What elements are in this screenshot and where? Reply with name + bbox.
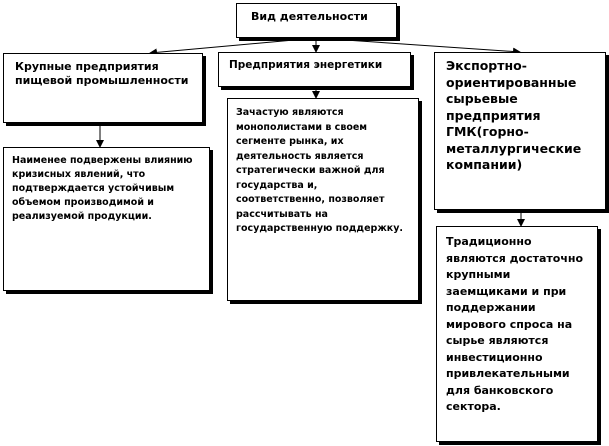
arrow-to-mining	[316, 38, 520, 52]
activity-type-label: Вид деятельности	[251, 10, 368, 23]
activity-type-box	[236, 3, 397, 38]
food-industry-header-box	[3, 53, 203, 123]
food-industry-detail-box	[3, 147, 210, 291]
food-industry-header-label: Крупные предприятия пищевой промышленности	[15, 60, 189, 87]
energy-header-label: Предприятия энергетики	[229, 59, 383, 71]
mining-detail-text: Традиционно являются достаточно крупными заемщиками и при поддержании мирового спроса на сырье являются инвестиционно привлекательными для банковского сектора.	[446, 235, 584, 413]
arrow-to-food-industry	[150, 38, 316, 53]
food-industry-detail-text: Наименее подвержены влиянию кризисных явлений, что подтверждается устойчивым объемом производимой и реализуемой продукции.	[12, 155, 193, 222]
energy-header-box	[218, 52, 411, 87]
mining-header-box	[434, 52, 606, 210]
energy-detail-text: Зачастую являются монополистами в своем сегменте рынка, их деятельность является стратегически важной для государства и, соответственно, позволяет рассчитывать на государственную поддержку.	[236, 107, 404, 234]
energy-detail-box	[227, 98, 419, 301]
mining-detail-box	[436, 226, 598, 442]
mining-header-label: Экспортно- ориентированные сырьевые предприятия ГМК(горно- металлургические компании)	[446, 58, 582, 172]
